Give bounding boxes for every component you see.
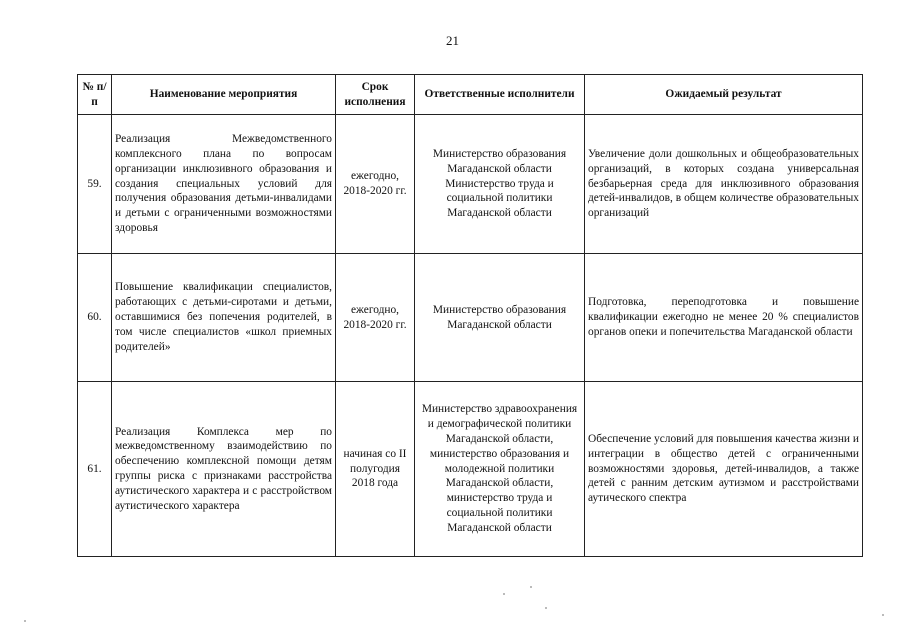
measure-term: начиная со II полугодия 2018 года (336, 382, 415, 557)
row-number: 61. (78, 382, 112, 557)
row-number: 59. (78, 115, 112, 254)
header-term: Срок исполнения (336, 75, 415, 115)
measure-result: Обеспечение условий для повышения качества жизни и интеграции в общество детей с ограниченными возможностями здоровья, детей-инвалидов, а также детей с ранним детским аутизмом и расстройствами аутического спектра (585, 382, 863, 557)
measure-result: Подготовка, переподготовка и повышение квалификации ежегодно не менее 20 % специалистов органов опеки и попечительства Магаданской области (585, 254, 863, 382)
measure-name: Реализация Межведомственного комплексного плана по вопросам организации инклюзивного образования и создания специальных условий для получения образования детьми-инвалидами и детьми с ограниченными возможностями здоровья (112, 115, 336, 254)
scan-speck (545, 607, 547, 609)
measure-term: ежегодно, 2018-2020 гг. (336, 115, 415, 254)
header-responsible: Ответственные исполнители (415, 75, 585, 115)
header-name: Наименование мероприятия (112, 75, 336, 115)
measures-table (77, 74, 863, 557)
header-result: Ожидаемый результат (585, 75, 863, 115)
measure-term: ежегодно, 2018-2020 гг. (336, 254, 415, 382)
measure-name: Повышение квалификации специалистов, работающих с детьми-сиротами и детьми, оставшимися без попечения родителей, в том числе специалистов «школ приемных родителей» (112, 254, 336, 382)
scan-speck (882, 614, 884, 616)
header-number: № п/п (78, 75, 112, 115)
measure-responsible: Министерство образования Магаданской области (415, 254, 585, 382)
row-number: 60. (78, 254, 112, 382)
table-row (78, 115, 863, 254)
table-row (78, 382, 863, 557)
page-number: 21 (446, 33, 459, 48)
table-row (78, 254, 863, 382)
table-header-row (78, 75, 863, 115)
scan-speck (503, 593, 505, 595)
scan-speck (530, 586, 532, 588)
scan-speck (24, 620, 26, 622)
measure-name: Реализация Комплекса мер по межведомственному взаимодействию по обеспечению комплексной помощи детям группы риска с признаками расстройства аутистического характера и с расстройством аутистического характера (112, 382, 336, 557)
measure-responsible: Министерство образования Магаданской области Министерство труда и социальной политики Магаданской области (415, 115, 585, 254)
measure-result: Увеличение доли дошкольных и общеобразовательных организаций, в которых создана универсальная безбарьерная среда для инклюзивного образования детей-инвалидов, в общем количестве образовательных организаций (585, 115, 863, 254)
measure-responsible: Министерство здравоохранения и демографической политики Магаданской области, министерство образования и молодежной политики Магаданской области, министерство труда и социальной политики Магаданской области (415, 382, 585, 557)
